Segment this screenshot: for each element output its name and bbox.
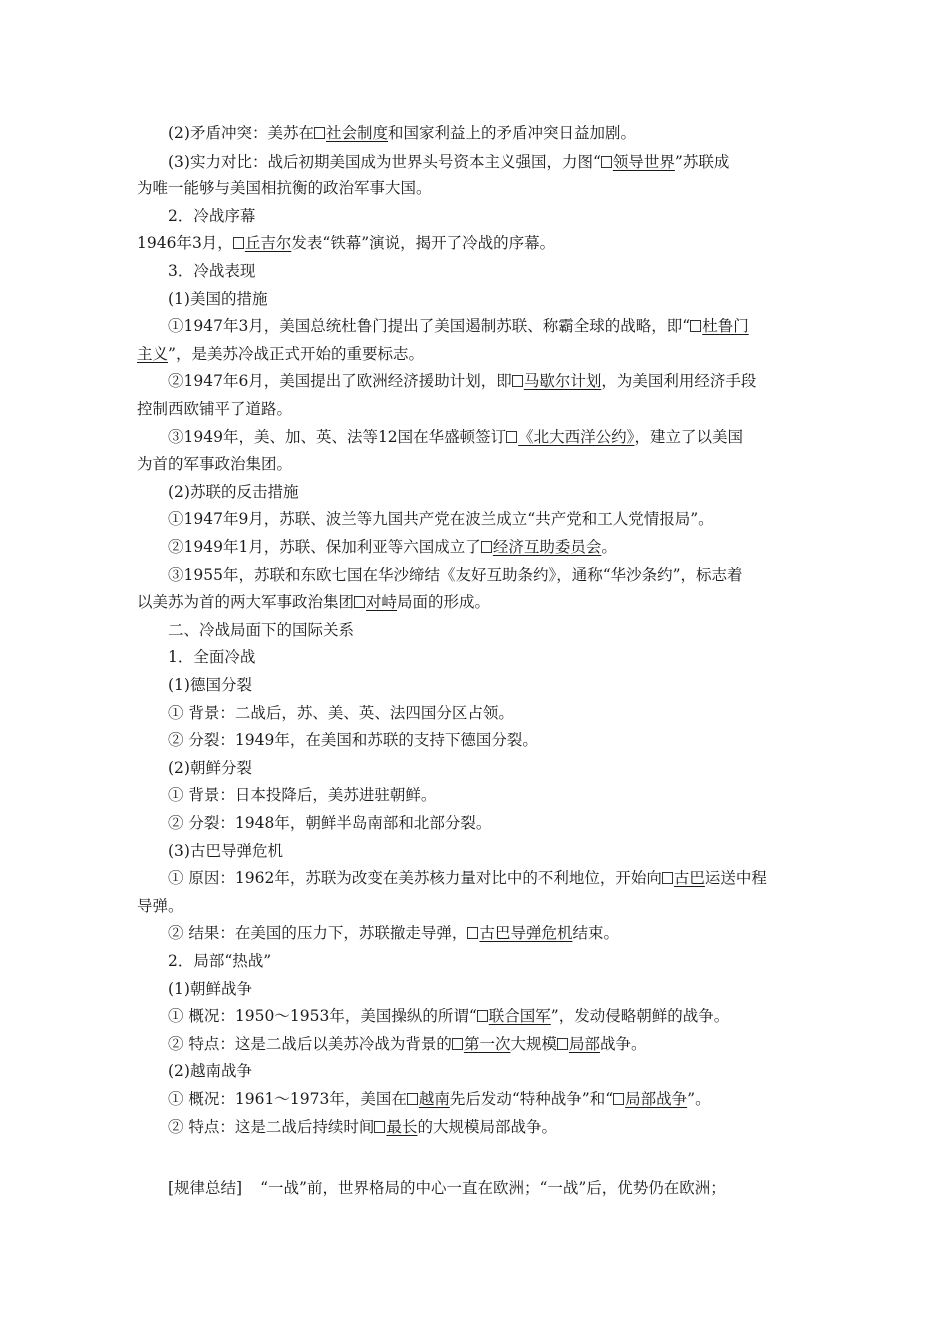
text-line (168, 370, 756, 392)
text-line: ② 分裂：1948年，朝鲜半岛南部和北部分裂。 (168, 814, 492, 832)
subheading: (2)朝鲜分裂 (168, 759, 252, 777)
answer: 杜鲁门 (702, 317, 749, 335)
answer-blank (662, 869, 705, 887)
text: ，建立了以美国 (634, 428, 743, 446)
text-line (168, 1116, 557, 1138)
checkbox-icon (557, 1038, 568, 1050)
subheading: (1)美国的措施 (168, 290, 268, 308)
subheading: (3)古巴导弹危机 (168, 842, 283, 860)
text-line (168, 1088, 711, 1110)
answer-blank (354, 593, 397, 611)
subheading: (2)越南战争 (168, 1062, 252, 1080)
checkbox-icon (481, 541, 492, 553)
checkbox-icon (512, 375, 523, 387)
text: (3)实力对比：战后初期美国成为世界头号资本主义强国，力图“ (168, 153, 601, 171)
answer: 最长 (386, 1118, 418, 1136)
text-line (168, 922, 619, 944)
text-line (137, 591, 490, 613)
answer-blank (690, 317, 749, 335)
text-line (137, 343, 424, 365)
answer: 越南 (418, 1090, 450, 1108)
text: 战争。 (599, 1035, 647, 1053)
answer: 局部 (568, 1035, 600, 1053)
checkbox-icon (314, 127, 325, 139)
answer: 古巴 (673, 869, 705, 887)
text: ② 结果：在美国的压力下，苏联撤走导弹， (168, 924, 468, 942)
text: ”苏联成 (674, 153, 730, 171)
text: 大规模 (510, 1035, 557, 1053)
text: 先后发动“特种战争”和“ (449, 1090, 614, 1108)
checkbox-icon (467, 927, 478, 939)
text-line: ① 背景：二战后，苏、美、英、法四国分区占领。 (168, 704, 514, 722)
text: ③1949年，美、加、英、法等12国在华盛顿签订 (168, 428, 507, 446)
text: ”，发动侵略朝鲜的战争。 (550, 1007, 730, 1025)
answer-blank (467, 924, 572, 942)
text-line (168, 536, 617, 558)
text-line (137, 232, 555, 254)
checkbox-icon (477, 1010, 488, 1022)
answer: 经济互助委员会 (492, 538, 602, 556)
text-line (168, 867, 767, 889)
checkbox-icon (690, 320, 701, 332)
text-line (168, 315, 749, 337)
text: ② 特点：这是二战后持续时间 (168, 1118, 375, 1136)
text: “一战”前，世界格局的中心一直在欧洲；“一战”后，优势仍在欧洲； (260, 1179, 726, 1197)
answer: 对峙 (366, 593, 398, 611)
section-heading: 二、冷战局面下的国际关系 (168, 621, 355, 639)
text-line (168, 122, 636, 144)
text-line: ③1955年，苏联和东欧七国在华沙缔结《友好互助条约》，通称“华沙条约”，标志着 (168, 566, 743, 584)
checkbox-icon (233, 237, 244, 249)
checkbox-icon (452, 1038, 463, 1050)
checkbox-icon (601, 156, 612, 168)
answer-blank (506, 428, 634, 446)
text-line: 导弹。 (137, 897, 184, 915)
text: ，为美国利用经济手段 (601, 372, 757, 390)
text: 运送中程 (704, 869, 767, 887)
checkbox-icon (662, 872, 673, 884)
text: ”，是美苏冷战正式开始的重要标志。 (168, 345, 424, 363)
text-line: 控制西欧铺平了道路。 (137, 400, 293, 418)
answer-blank (452, 1035, 511, 1053)
checkbox-icon (506, 431, 517, 443)
answer-blank (374, 1118, 417, 1136)
text-line: 为首的军事政治集团。 (137, 455, 293, 473)
answer-blank (233, 234, 292, 252)
text: ① 概况：1961～1973年，美国在 (168, 1090, 407, 1108)
text-line: ② 分裂：1949年，在美国和苏联的支持下德国分裂。 (168, 731, 538, 749)
text-line: ① 背景：日本投降后，美苏进驻朝鲜。 (168, 786, 437, 804)
answer-blank (407, 1090, 450, 1108)
text: ①1947年3月，美国总统杜鲁门提出了美国遏制苏联、称霸全球的战略，即“ (168, 317, 691, 335)
answer-blank (477, 1007, 551, 1025)
summary-tag: [规律总结] (168, 1179, 243, 1197)
answer: 联合国军 (488, 1007, 551, 1025)
text: ②1949年1月，苏联、保加利亚等六国成立了 (168, 538, 481, 556)
checkbox-icon (354, 596, 365, 608)
answer: 主义 (137, 345, 169, 363)
subheading: (1)德国分裂 (168, 676, 252, 694)
text: ② 特点：这是二战后以美苏冷战为背景的 (168, 1035, 452, 1053)
text-line (168, 1005, 729, 1027)
text: ① 原因：1962年，苏联为改变在美苏核力量对比中的不利地位，开始向 (168, 869, 662, 887)
text: 结束。 (572, 924, 619, 942)
section-heading: 2．冷战序幕 (168, 207, 256, 225)
text: ① 概况：1950～1953年，美国操纵的所谓“ (168, 1007, 477, 1025)
text-line: ①1947年9月，苏联、波兰等九国共产党在波兰成立“共产党和工人党情报局”。 (168, 510, 714, 528)
subheading: (1)朝鲜战争 (168, 980, 252, 998)
text-line (168, 151, 729, 173)
answer: 马歇尔计划 (523, 372, 602, 390)
checkbox-icon (613, 1093, 624, 1105)
answer-blank (601, 153, 675, 171)
subheading: (2)苏联的反击措施 (168, 483, 299, 501)
text-line: 为唯一能够与美国相抗衡的政治军事大国。 (137, 179, 432, 197)
section-heading: 1．全面冷战 (168, 648, 256, 666)
text: ②1947年6月，美国提出了欧洲经济援助计划，即 (168, 372, 512, 390)
answer-blank (557, 1035, 600, 1053)
answer-blank (481, 538, 602, 556)
text: 1946年3月， (137, 234, 233, 252)
answer: 第一次 (463, 1035, 511, 1053)
answer: 古巴导弹危机 (479, 924, 573, 942)
text-line (168, 1033, 647, 1055)
answer-blank (314, 124, 388, 142)
text: ”。 (687, 1090, 711, 1108)
checkbox-icon (407, 1093, 418, 1105)
section-heading: 3．冷战表现 (168, 262, 256, 280)
answer: 局部战争 (625, 1090, 688, 1108)
answer: 领导世界 (612, 153, 675, 171)
answer-blank (613, 1090, 687, 1108)
answer: 社会制度 (325, 124, 388, 142)
section-heading: 2．局部“热战” (168, 952, 272, 970)
text: 的大规模局部战争。 (417, 1118, 557, 1136)
answer: 丘吉尔 (244, 234, 292, 252)
text: 发表“铁幕”演说，揭开了冷战的序幕。 (291, 234, 556, 252)
text: 。 (601, 538, 617, 556)
text: 以美苏为首的两大军事政治集团 (137, 593, 355, 611)
text: 和国家利益上的矛盾冲突日益加剧。 (387, 124, 636, 142)
answer: 《北大西洋公约》 (518, 428, 635, 446)
text-line (168, 426, 743, 448)
text: (2)矛盾冲突：美苏在 (168, 124, 314, 142)
text: 局面的形成。 (397, 593, 491, 611)
checkbox-icon (374, 1121, 385, 1133)
summary-line (168, 1177, 726, 1199)
answer-blank (512, 372, 602, 390)
